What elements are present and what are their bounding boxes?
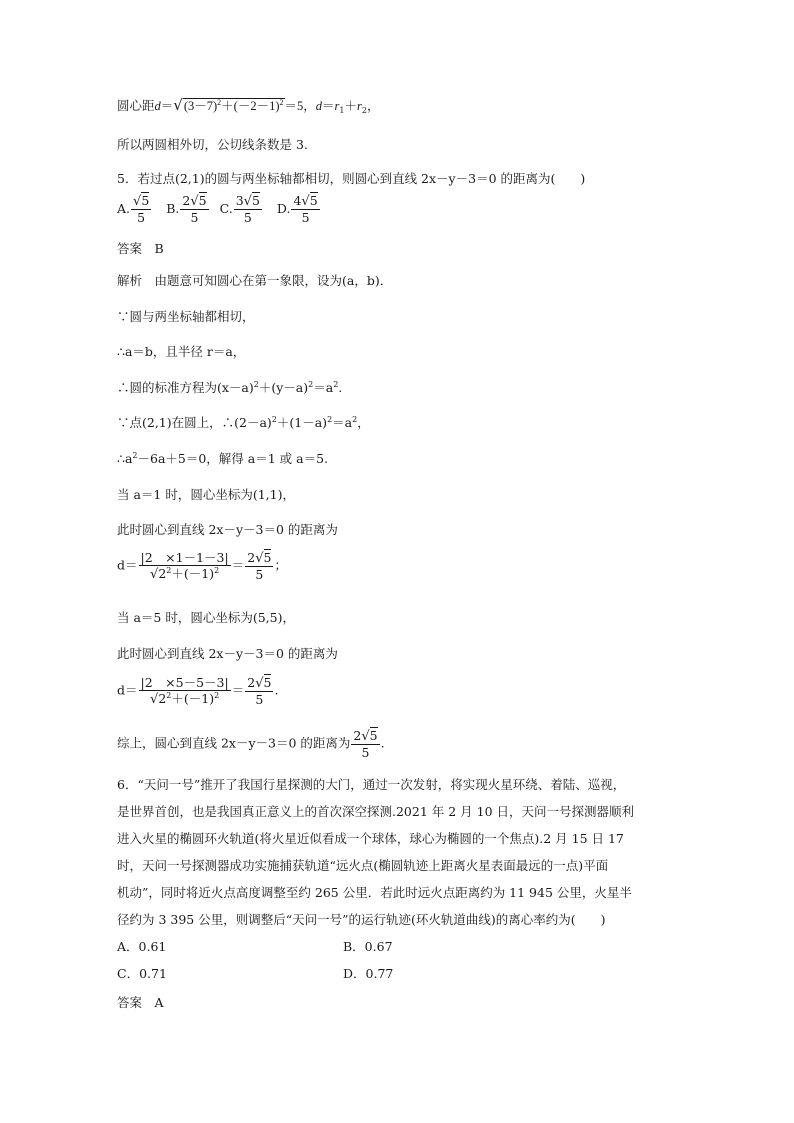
question-6-line-6: 径约为 3 395 公里，则调整后“天问一号”的运行轨迹(环火轨道曲线)的离心率约为( ) xyxy=(117,912,606,927)
coefficient: 3 xyxy=(235,193,244,208)
fraction xyxy=(139,550,231,582)
option-6a: A．0.61 xyxy=(117,939,167,954)
option-b xyxy=(166,193,209,225)
equals: ＝ xyxy=(322,99,335,113)
question-5-options xyxy=(117,193,321,225)
exponent: 2 xyxy=(217,98,222,107)
equals: ＝ xyxy=(231,557,245,573)
question-6-line-1: 6．“天问一号”推开了我国行星探测的大门，通过一次发射，将实现火星环绕、着陆、巡视， xyxy=(117,777,626,792)
fraction: $\frac{√5}{5}$ xyxy=(133,193,150,225)
equals: ＝ xyxy=(231,682,245,698)
numerator: 5 xyxy=(263,675,272,690)
numerator: 5 xyxy=(251,193,260,208)
denominator: $√2^2+(-1)^2$ xyxy=(150,566,220,582)
option-label: C. xyxy=(219,200,233,216)
text: ＝a xyxy=(313,380,334,395)
var-r: r xyxy=(357,99,362,113)
fraction: $\frac{2√5}{5}$ xyxy=(182,193,207,225)
fraction xyxy=(139,675,231,707)
solution-step-2: ∵圆与两坐标轴都相切， xyxy=(117,309,255,324)
coefficient: 2 xyxy=(247,675,256,690)
fraction: $\frac{2√5}{5}$ xyxy=(247,675,272,707)
text: －6a＋5＝0，解得 a＝1 或 a＝5. xyxy=(137,451,329,466)
option-label: A. xyxy=(117,200,131,216)
exponent: 2 xyxy=(279,98,284,107)
punct: . xyxy=(380,735,385,751)
text: ∴a xyxy=(117,451,133,466)
subscript: 1 xyxy=(339,106,345,115)
term: ＋(－2－1) xyxy=(221,99,280,113)
denominator: 5 xyxy=(137,210,146,225)
numerator: 5 xyxy=(309,193,318,208)
fraction: $\frac{2√5}{5}$ xyxy=(353,728,378,760)
punct: . xyxy=(338,380,343,395)
question-6-line-5: 机动”，同时将近火点高度调整至约 265 公里．若此时远火点距离约为 11 945 公里，火星半 xyxy=(117,885,632,900)
conclusion-line: 所以两圆相外切，公切线条数是 3. xyxy=(117,137,308,152)
denominator: 5 xyxy=(255,692,264,707)
solution-step-6 xyxy=(117,450,328,468)
option-label: D. xyxy=(276,200,291,216)
coefficient: 2 xyxy=(182,193,191,208)
term: 2 xyxy=(158,566,167,581)
text: ＝a xyxy=(332,415,353,430)
numerator: 5 xyxy=(369,728,378,743)
var-d: d xyxy=(315,99,323,113)
exponent: 2 xyxy=(253,380,259,389)
denominator: 5 xyxy=(190,210,199,225)
numerator: |2 ×5－5－3| xyxy=(140,675,229,690)
text: ＋(y－a) xyxy=(258,380,309,395)
solution-step-9: 当 a＝5 时，圆心坐标为(5,5)， xyxy=(117,610,295,625)
punct: ， xyxy=(357,415,370,430)
numerator: 5 xyxy=(263,550,272,565)
exponent: 2 xyxy=(214,691,220,700)
subscript: 2 xyxy=(361,106,367,115)
option-d xyxy=(276,193,321,225)
coefficient: 2 xyxy=(247,550,256,565)
exponent: 2 xyxy=(271,415,277,424)
formula-distance-1 xyxy=(117,550,287,582)
fraction: $\frac{4√5}{5}$ xyxy=(293,193,318,225)
term: 2 xyxy=(158,691,167,706)
option-label: B. xyxy=(166,200,180,216)
text: ∴圆的标准方程为(x－a) xyxy=(117,380,254,395)
sqrt-expression: $√(3-7)^2+(-2-1)^2$ xyxy=(173,96,284,114)
question-6-line-2: 是世界首创，也是我国真正意义上的首次深空探测.2021 年 2 月 10 日，天问一号探测器顺利 xyxy=(117,804,635,819)
denominator: 5 xyxy=(243,210,252,225)
option-c xyxy=(219,193,263,225)
solution-step-8: 此时圆心到直线 2x－y－3＝0 的距离为 xyxy=(117,522,338,537)
exponent: 2 xyxy=(333,380,339,389)
exponent: 2 xyxy=(132,451,138,460)
numerator: 5 xyxy=(198,193,207,208)
formula-distance-2 xyxy=(117,675,278,707)
question-5: 5．若过点(2,1)的圆与两坐标轴都相切，则圆心到直线 2x－y－3＝0 的距离为( ) xyxy=(117,171,586,186)
var-d: d xyxy=(154,99,161,113)
answer-5: 答案 B xyxy=(117,241,164,256)
plus: ＋ xyxy=(344,99,358,113)
numerator: |2 ×1－1－3| xyxy=(140,550,229,565)
option-a xyxy=(117,193,152,225)
solution-step-7: 当 a＝1 时，圆心坐标为(1,1)， xyxy=(117,487,295,502)
exponent: 2 xyxy=(214,566,220,575)
question-6-line-3: 进入火星的椭圆环火轨道(将火星近似看成一个球体，球心为椭圆的一个焦点).2 月 15 日 17 xyxy=(117,831,624,846)
text: ∵点(2,1)在圆上，∴(2－a) xyxy=(117,415,272,430)
denominator: $√2^2+(-1)^2$ xyxy=(150,691,220,707)
option-6c: C．0.71 xyxy=(117,966,167,981)
denominator: 5 xyxy=(301,210,310,225)
text: 综上，圆心到直线 2x－y－3＝0 的距离为 xyxy=(117,735,351,751)
solution-step-5 xyxy=(117,414,370,432)
exponent: 2 xyxy=(327,415,333,424)
solution-summary xyxy=(117,728,385,760)
punct: ， xyxy=(366,98,380,113)
option-6b: B．0.67 xyxy=(343,939,393,954)
punct: ； xyxy=(274,557,287,573)
term: ＋(－1) xyxy=(171,566,215,581)
var-r: r xyxy=(334,99,340,113)
fraction: $\frac{3√5}{5}$ xyxy=(235,193,260,225)
solution-line-distance: 圆心距$d=√(3-7)^2+(-2-1)^2=5$，$d=r_1+r_2$， xyxy=(117,96,380,115)
solution-step-3: ∴a＝b，且半径 r＝a， xyxy=(117,344,246,359)
fraction: $\frac{2√5}{5}$ xyxy=(247,550,272,582)
coefficient: 2 xyxy=(353,728,362,743)
answer-6: 答案 A xyxy=(117,995,164,1010)
option-6d: D．0.77 xyxy=(343,966,394,981)
formula-lhs: d＝ xyxy=(117,682,138,698)
term: ＋(－1) xyxy=(171,691,215,706)
exponent: 2 xyxy=(308,380,314,389)
solution-intro: 解析 由题意可知圆心在第一象限，设为(a，b)． xyxy=(117,273,393,288)
exponent: 2 xyxy=(352,415,358,424)
result: ＝5， xyxy=(284,99,316,113)
solution-step-10: 此时圆心到直线 2x－y－3＝0 的距离为 xyxy=(117,646,338,661)
punct: . xyxy=(274,682,279,698)
coefficient: 4 xyxy=(293,193,302,208)
text: ＋(1－a) xyxy=(276,415,328,430)
denominator: 5 xyxy=(361,745,370,760)
denominator: 5 xyxy=(255,567,264,582)
formula-lhs: d＝ xyxy=(117,557,138,573)
exponent: 2 xyxy=(166,566,172,575)
numerator: 5 xyxy=(141,193,150,208)
question-6-line-4: 时，天问一号探测器成功实施捕获轨道“远火点(椭圆轨迹上距离火星表面最远的一点)平面 xyxy=(117,858,609,873)
exponent: 2 xyxy=(166,691,172,700)
solution-step-4 xyxy=(117,379,342,397)
text: 圆心距 xyxy=(117,98,155,113)
term: (3－7) xyxy=(183,99,218,113)
